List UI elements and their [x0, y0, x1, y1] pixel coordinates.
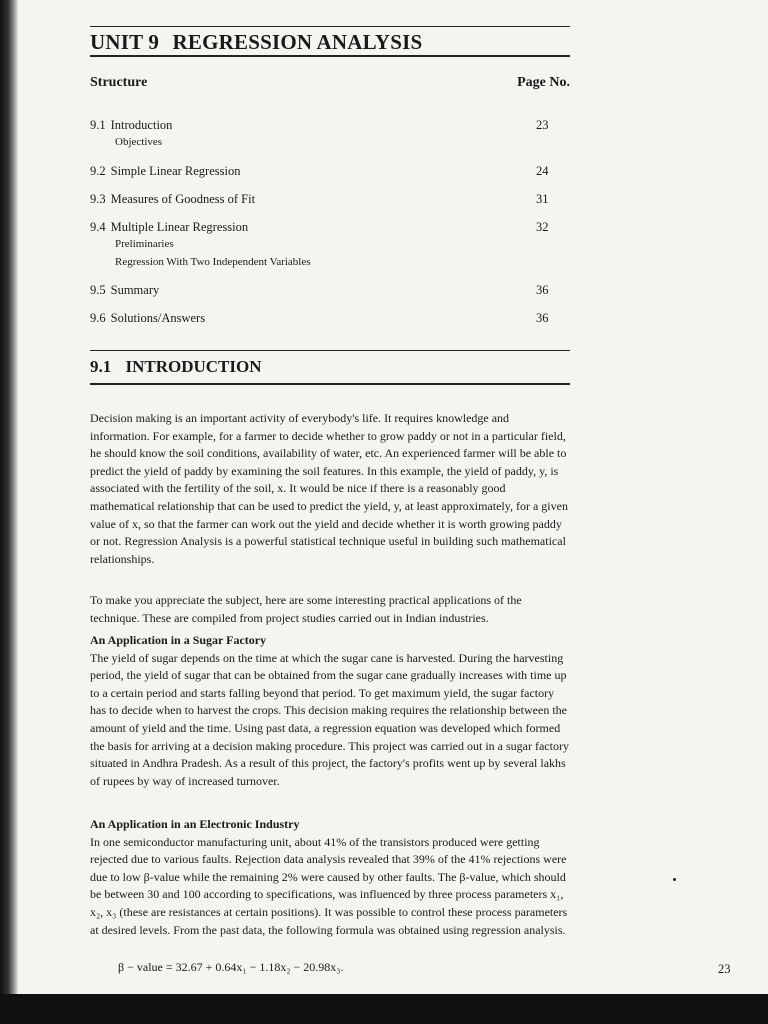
toc-row [90, 311, 570, 326]
toc-page-number: 32 [536, 220, 549, 234]
toc-label: Multiple Linear Regression [110, 220, 249, 234]
toc-subentry: Regression With Two Independent Variables [115, 256, 311, 268]
top-rule [90, 26, 570, 27]
page-no-heading: Page No. [517, 75, 570, 90]
toc-label: Measures of Goodness of Fit [110, 192, 256, 206]
electronic-application [90, 816, 570, 939]
toc-page-number: 31 [536, 192, 549, 206]
toc-row [90, 192, 570, 207]
toc-item [90, 311, 570, 326]
intro-paragraph: Decision making is an important activity of everybody's life. It requires knowledge and information. For example, for a farmer to decide whether to grow paddy or not in a particular field, he should know the soil conditions, availability of water, etc. An experienced farmer will be able to predict the yield of paddy by examining the soil features. In this example, the yield of paddy, y, is associated with the fertility of the soil, x. It would be nice if there is a reasonably good mathematical relationship that can be used to predict the yield, y, at least approximately, for a given value of x, so that the farmer can work out the yield and decide whether it is worth growing paddy or not. Regression Analysis is a powerful statistical technique useful in building such mathematical relationships. [90, 411, 568, 566]
toc-label: Summary [110, 283, 160, 297]
structure-heading: Structure [90, 75, 148, 90]
toc-entry [90, 311, 205, 326]
toc-page-number: 23 [536, 118, 549, 132]
structure-header [90, 75, 570, 91]
toc-item [90, 283, 570, 298]
applications-paragraph: To make you appreciate the subject, here are some interesting practical applications of the technique. These are compiled from project studies carried out in Indian industries. [90, 593, 522, 625]
sugar-application [90, 632, 570, 790]
toc-label: Solutions/Answers [110, 311, 206, 325]
unit-title [90, 30, 570, 55]
section-number: 9.1 [90, 357, 112, 376]
toc-row [90, 220, 570, 235]
toc-subentry: Objectives [115, 136, 163, 148]
section-title [90, 357, 262, 377]
scan-speck [673, 878, 676, 881]
toc-item [90, 164, 570, 179]
toc-page-number: 36 [536, 283, 549, 297]
toc-label: Introduction [110, 118, 173, 132]
unit-title-text: REGRESSION ANALYSIS [172, 30, 423, 54]
toc-label: Simple Linear Regression [110, 164, 241, 178]
section-title-text: INTRODUCTION [125, 357, 262, 376]
toc-row [90, 283, 570, 298]
toc-number: 9.2 [90, 164, 106, 178]
sugar-application-heading: An Application in a Sugar Factory [90, 633, 267, 647]
section-rule-bottom [90, 383, 570, 385]
sugar-application-text: The yield of sugar depends on the time at which the sugar cane is harvested. During the harvesting period, the yield of sugar that can be obtained from the sugar cane gradually increases with time up to a certain period and starts falling beyond that period. To get maximum yield, the sugar factory has to decide when to harvest the crops. This decision making requires the relationship between the amount of yield and the time. Using past data, a regression equation was developed which formed the basis for arriving at a decision making procedure. This project was carried out in a sugar factory situated in Andhra Pradesh. As a result of this project, the factory's profits went up by several lakhs of rupees by way of increased turnover. [90, 650, 569, 788]
electronic-application-text: In one semiconductor manufacturing unit, about 41% of the transistors produced were getting rejected due to various faults. Rejection data analysis revealed that 39% of the 41% rejections were due to low β-value while the remaining 2% were caused by other faults. The β-value, which should be between 30 and 100 according to specifications, was influenced by three process parameters x₁, x₂, x₃ (these are resistances at certain positions). It was possible to control these process parameters at desired levels. From the past data, the following formula was obtained using regression analysis. [90, 834, 568, 937]
toc-entry [90, 283, 159, 298]
toc-number: 9.5 [90, 283, 106, 297]
toc-entry [90, 220, 248, 235]
page-number: 23 [718, 962, 731, 976]
toc-number: 9.6 [90, 311, 106, 325]
toc-page-number: 24 [536, 164, 549, 178]
beta-formula: β − value = 32.67 + 0.64x₁ − 1.18x₂ − 20.98x₃. [118, 960, 344, 974]
unit-number: UNIT 9 [90, 30, 160, 54]
toc-number: 9.1 [90, 118, 106, 132]
scan-left-edge [0, 0, 18, 1024]
toc-row [90, 118, 570, 133]
scan-bottom-edge [0, 994, 768, 1024]
toc-number: 9.4 [90, 220, 106, 234]
electronic-application-heading: An Application in an Electronic Industry [90, 817, 300, 831]
toc-entry [90, 118, 172, 133]
toc-entry [90, 164, 240, 179]
toc-item [90, 220, 570, 271]
title-rule [90, 55, 570, 57]
toc-entry [90, 192, 255, 207]
toc-subentry: Preliminaries [115, 238, 174, 250]
toc-page-number: 36 [536, 311, 549, 325]
section-rule-top [90, 350, 570, 351]
toc-item [90, 118, 570, 151]
toc-row [90, 164, 570, 179]
toc-item [90, 192, 570, 207]
toc-number: 9.3 [90, 192, 106, 206]
